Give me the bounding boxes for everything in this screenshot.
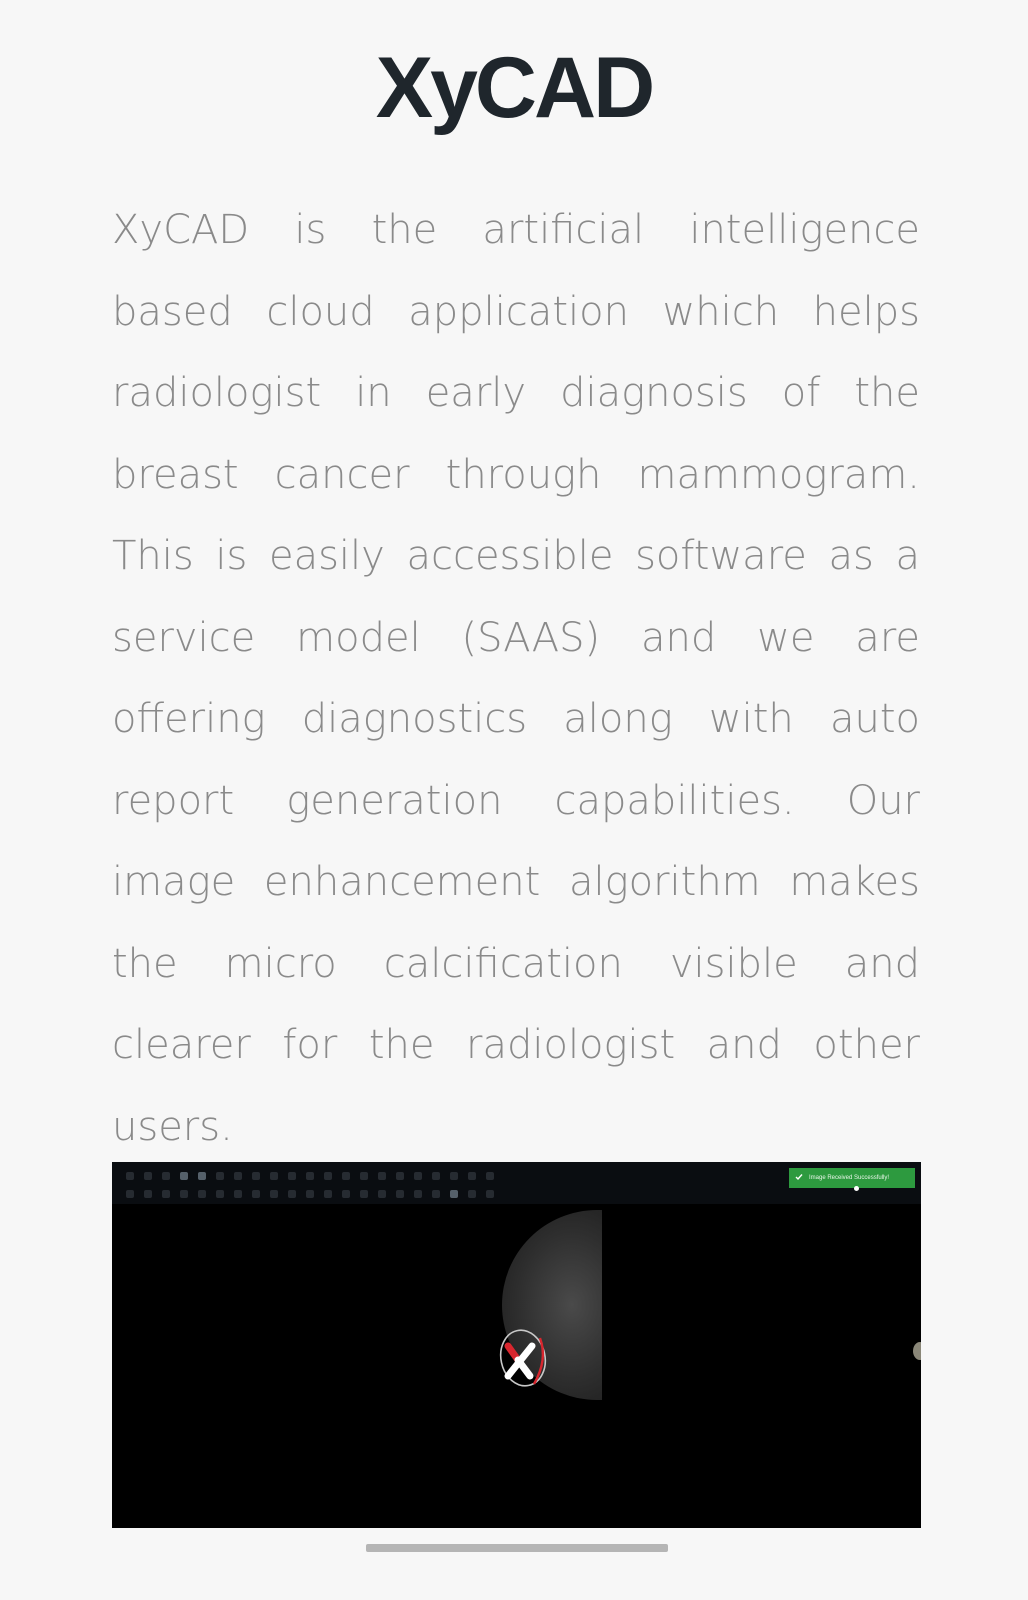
demo-video[interactable] [112, 1162, 921, 1528]
tool-icon [216, 1172, 224, 1180]
xycad-logo-icon [494, 1324, 552, 1394]
tool-icon [468, 1172, 476, 1180]
cursor-icon [854, 1186, 859, 1191]
tool-icon [468, 1190, 476, 1198]
tool-icon [270, 1172, 278, 1180]
tool-icon [234, 1190, 242, 1198]
tool-icon [198, 1190, 206, 1198]
page-description: XyCAD is the artificial intelligence based cloud application which helps radiologist in early diagnosis of the breast cancer through mammogram. This is easily accessible software as a service model (SAAS) and we are offering diagnostics along with auto report generation capabilities. Our image enhancement algorithm makes the micro calcification visible and clearer for the radiologist and other users. [112, 207, 920, 1150]
tool-icon [126, 1190, 134, 1198]
tool-icon [126, 1172, 134, 1180]
tool-icon [486, 1190, 494, 1198]
tool-icon [414, 1172, 422, 1180]
tool-icon [342, 1172, 350, 1180]
horizontal-scrollbar[interactable] [366, 1544, 668, 1552]
tool-icon [378, 1172, 386, 1180]
tool-icon [252, 1190, 260, 1198]
tool-icon [288, 1190, 296, 1198]
tool-icon [162, 1172, 170, 1180]
tool-icon [144, 1172, 152, 1180]
toast-text: Image Received Successfully! [809, 1175, 890, 1181]
tool-icon [180, 1190, 188, 1198]
check-icon [795, 1173, 803, 1183]
tool-icon [450, 1190, 458, 1198]
zoom-in-icon [180, 1172, 188, 1180]
tool-icon [378, 1190, 386, 1198]
zoom-out-icon [198, 1172, 206, 1180]
tool-icon [288, 1172, 296, 1180]
page-title: XyCAD [375, 40, 653, 136]
tool-icon [306, 1172, 314, 1180]
tool-icon [396, 1172, 404, 1180]
tool-icon [432, 1190, 440, 1198]
success-toast [789, 1168, 915, 1188]
tool-icon [252, 1172, 260, 1180]
tool-icon [144, 1190, 152, 1198]
tool-icon [324, 1172, 332, 1180]
tool-icon [414, 1190, 422, 1198]
tool-icon [432, 1172, 440, 1180]
tool-icon [234, 1172, 242, 1180]
tool-icon [360, 1172, 368, 1180]
tool-icon [396, 1190, 404, 1198]
slider-handle[interactable] [913, 1342, 921, 1360]
tool-icon [162, 1190, 170, 1198]
tool-icon [270, 1190, 278, 1198]
tool-icon [450, 1172, 458, 1180]
tool-icon [306, 1190, 314, 1198]
tool-icon [216, 1190, 224, 1198]
toolbar-row-2 [126, 1186, 494, 1202]
toolbar-row-1 [126, 1168, 494, 1184]
tool-icon [324, 1190, 332, 1198]
tool-icon [486, 1172, 494, 1180]
tool-icon [360, 1190, 368, 1198]
tool-icon [342, 1190, 350, 1198]
